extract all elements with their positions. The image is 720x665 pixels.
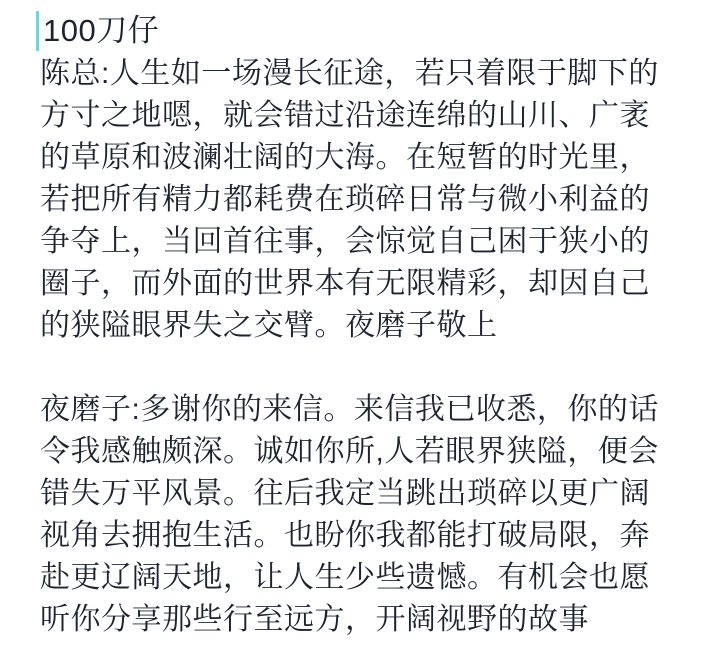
text-line[interactable]: 若把所有精力都耗费在琐碎日常与微小利益的 bbox=[40, 183, 650, 216]
text-line[interactable]: 圈子，而外面的世界本有无限精彩，却因自己 bbox=[40, 267, 650, 300]
letter-paragraph-2 bbox=[40, 389, 700, 641]
text-line[interactable]: 方寸之地嗯，就会错过沿途连绵的山川、广袤 bbox=[40, 99, 650, 132]
text-line[interactable]: 的草原和波澜壮阔的大海。在短暂的时光里， bbox=[40, 141, 650, 174]
text-line[interactable]: 夜磨子:多谢你的来信。来信我已收悉，你的话 bbox=[40, 393, 659, 426]
note-title-row bbox=[40, 9, 700, 53]
text-cursor bbox=[36, 11, 39, 51]
text-line[interactable]: 赴更辽阔天地，让人生少些遗憾。有机会也愿 bbox=[40, 561, 650, 594]
text-line[interactable]: 争夺上，当回首往事，会惊觉自己困于狭小的 bbox=[40, 225, 650, 258]
text-line[interactable]: 令我感触颇深。诚如你所,人若眼界狭隘，便会 bbox=[40, 435, 659, 468]
text-line[interactable]: 视角去拥抱生活。也盼你我都能打破局限，奔 bbox=[40, 519, 650, 552]
text-line[interactable]: 听你分享那些行至远方，开阔视野的故事 bbox=[40, 603, 589, 636]
text-line[interactable]: 陈总:人生如一场漫长征途，若只着限于脚下的 bbox=[40, 57, 659, 90]
paragraph-gap bbox=[40, 347, 700, 389]
letter-paragraph-1 bbox=[40, 53, 700, 347]
text-line[interactable]: 错失万平风景。往后我定当跳出琐碎以更广阔 bbox=[40, 477, 650, 510]
text-line[interactable]: 的狭隘眼界失之交臂。夜磨子敬上 bbox=[40, 309, 498, 342]
note-title[interactable]: 100刀仔 bbox=[43, 13, 160, 48]
